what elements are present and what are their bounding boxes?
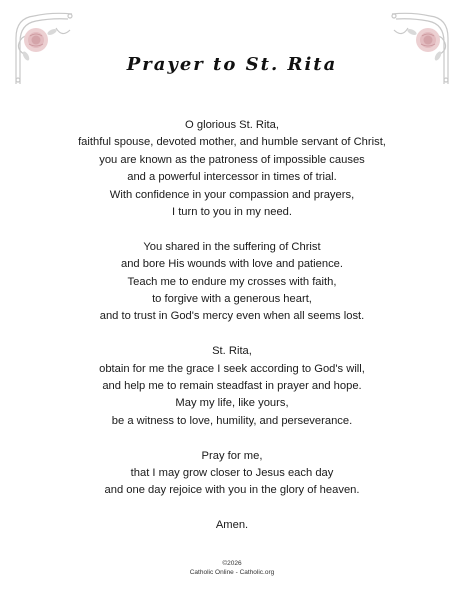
copyright-text: ©2026	[222, 560, 242, 567]
prayer-line: Pray for me,	[201, 449, 263, 462]
prayer-line: that I may grow closer to Jesus each day	[130, 467, 334, 480]
amen-line: Amen.	[215, 519, 249, 532]
prayer-line: obtain for me the grace I seek according to God's will,	[99, 362, 365, 375]
prayer-line: O glorious St. Rita,	[185, 119, 279, 131]
prayer-line: Teach me to endure my crosses with faith,	[127, 275, 337, 288]
prayer-title: Prayer to St. Rita	[126, 54, 338, 75]
footer	[0, 559, 464, 577]
prayer-line: you are known as the patroness of impossible causes	[99, 153, 365, 166]
prayer-line: You shared in the suffering of Christ	[143, 240, 321, 253]
prayer-line: to forgive with a generous heart,	[152, 293, 312, 306]
prayer-line: faithful spouse, devoted mother, and humble servant of Christ,	[78, 136, 386, 149]
prayer-body	[0, 117, 464, 552]
stanza	[0, 517, 464, 534]
prayer-line: and one day rejoice with you in the glory of heaven.	[104, 484, 360, 497]
prayer-line: St. Rita,	[212, 345, 252, 358]
source-text: Catholic Online - Catholic.org	[189, 569, 275, 576]
prayer-line: May my life, like yours,	[175, 397, 289, 410]
prayer-line: and a powerful intercessor in times of trial.	[127, 171, 337, 184]
prayer-line: I turn to you in my need.	[171, 206, 293, 219]
prayer-line: be a witness to love, humility, and perseverance.	[111, 414, 353, 427]
prayer-line: and to trust in God's mercy even when all seems lost.	[99, 310, 365, 323]
stanza	[0, 448, 464, 500]
prayer-line: and help me to remain steadfast in prayer and hope.	[102, 380, 362, 393]
stanza	[0, 117, 464, 221]
prayer-line: With confidence in your compassion and prayers,	[109, 188, 355, 201]
prayer-line: and bore His wounds with love and patience.	[120, 258, 344, 271]
stanza	[0, 239, 464, 326]
stanza	[0, 343, 464, 430]
